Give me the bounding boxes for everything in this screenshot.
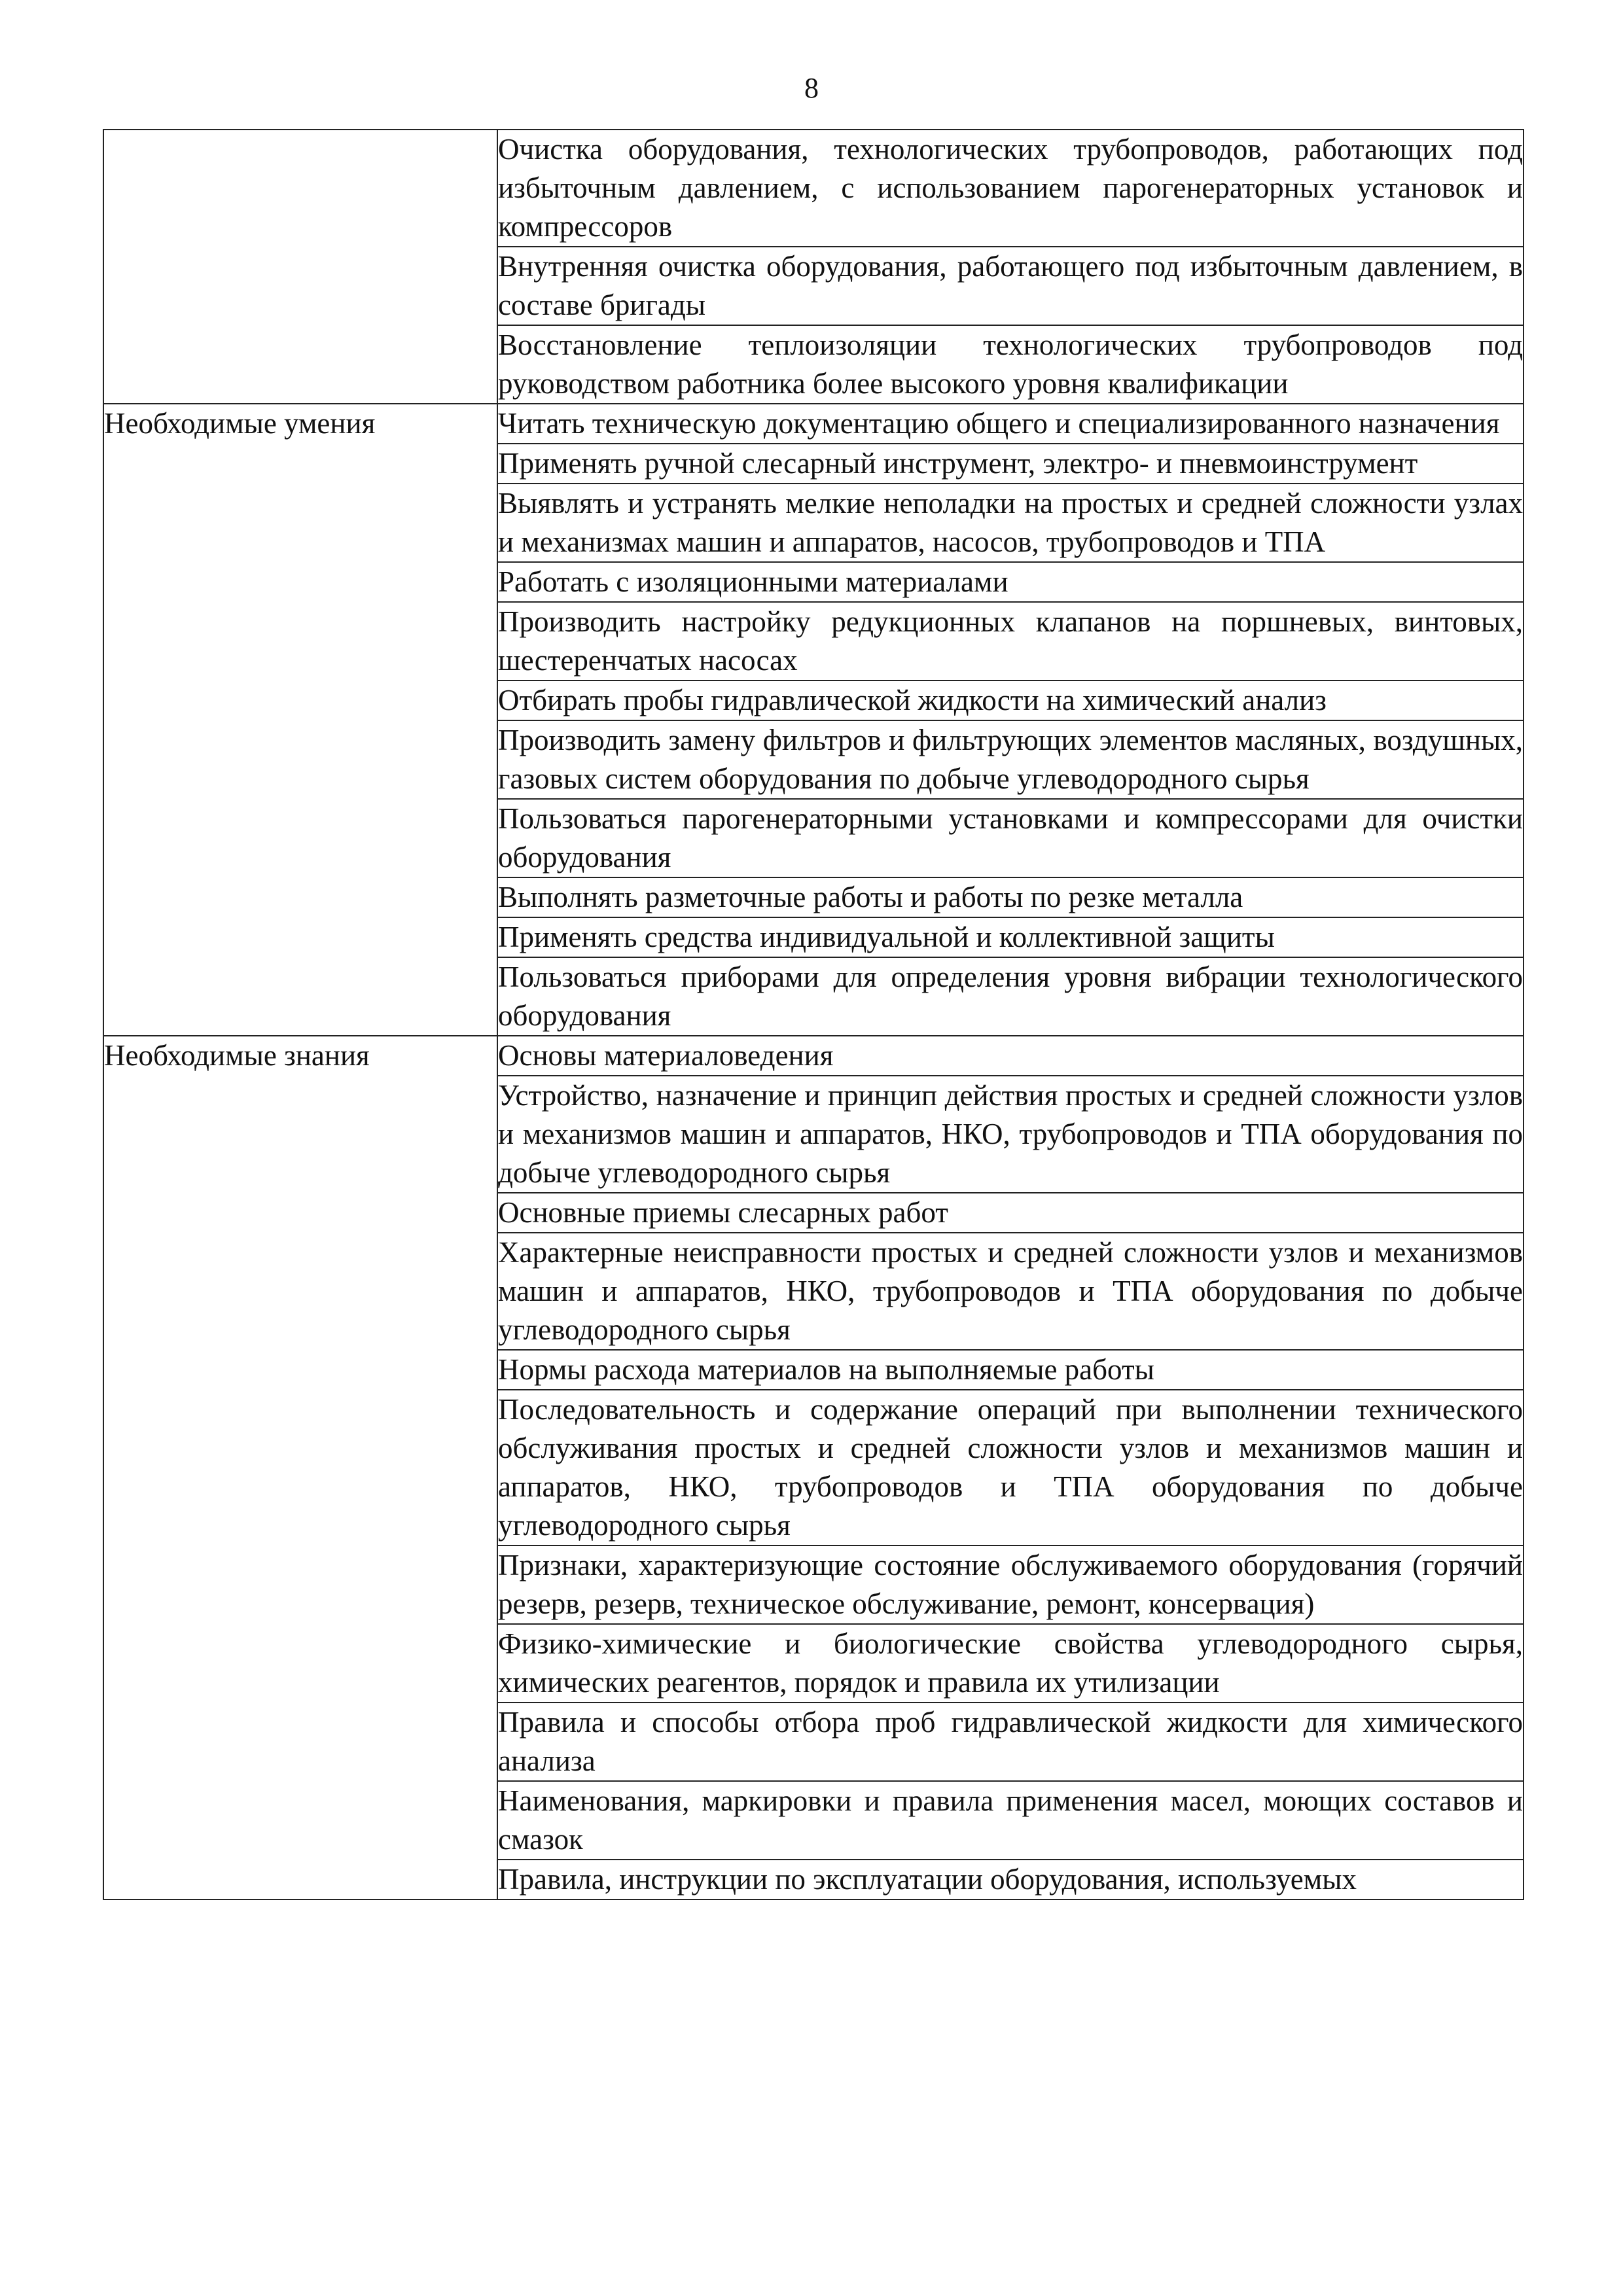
requirement-cell — [497, 877, 1524, 917]
table-row — [103, 404, 1524, 444]
requirement-cell — [497, 1390, 1524, 1545]
requirement-cell — [497, 917, 1524, 957]
requirement-cell — [497, 130, 1524, 247]
requirement-cell — [497, 1624, 1524, 1703]
requirement-cell — [497, 957, 1524, 1036]
requirement-text: Внутренняя очистка оборудования, работающего под избыточным давлением, в составе бригады — [498, 250, 1523, 321]
requirement-cell — [497, 484, 1524, 562]
requirement-cell — [497, 325, 1524, 404]
group-label — [103, 130, 497, 404]
requirement-cell — [497, 1076, 1524, 1193]
requirement-text: Пользоваться парогенераторными установками и компрессорами для очистки оборудования — [498, 802, 1523, 874]
requirement-text: Отбирать пробы гидравлической жидкости на химический анализ — [498, 684, 1327, 716]
requirement-cell — [497, 1860, 1524, 1899]
requirement-cell — [497, 1233, 1524, 1350]
requirement-cell — [497, 680, 1524, 720]
requirement-cell — [497, 247, 1524, 325]
requirement-text: Нормы расхода материалов на выполняемые работы — [498, 1353, 1154, 1386]
requirement-cell — [497, 1781, 1524, 1860]
requirement-text: Правила и способы отбора проб гидравлической жидкости для химического анализа — [498, 1706, 1523, 1777]
requirement-text: Выполнять разметочные работы и работы по резке металла — [498, 881, 1243, 913]
requirement-text: Физико-химические и биологические свойства углеводородного сырья, химических реагентов, порядок и правила их утилизации — [498, 1627, 1523, 1699]
requirement-text: Признаки, характеризующие состояние обслуживаемого оборудования (горячий резерв, резерв, техническое обслуживание, ремонт, консервация) — [498, 1549, 1523, 1620]
group-label: Необходимые знания — [103, 1036, 497, 1899]
requirement-cell — [497, 1545, 1524, 1624]
requirement-text: Правила, инструкции по эксплуатации оборудования, используемых — [498, 1863, 1357, 1896]
requirement-text: Последовательность и содержание операций при выполнении технического обслуживания простых и средней сложности узлов и механизмов машин и аппаратов, НКО, трубопроводов и ТПА оборудования по добыче углеводородного сырья — [498, 1393, 1523, 1542]
requirement-text: Выявлять и устранять мелкие неполадки на простых и средней сложности узлах и механизмах машин и аппаратов, насосов, трубопроводов и ТПА — [498, 487, 1523, 558]
requirement-text: Работать с изоляционными материалами — [498, 565, 1008, 598]
requirement-cell — [497, 444, 1524, 484]
requirement-text: Пользоваться приборами для определения уровня вибрации технологического оборудования — [498, 961, 1523, 1032]
requirement-cell — [497, 1036, 1524, 1076]
requirement-text: Читать техническую документацию общего и специализированного назначения — [498, 407, 1500, 440]
requirement-text: Основные приемы слесарных работ — [498, 1196, 948, 1229]
requirement-text: Устройство, назначение и принцип действия простых и средней сложности узлов и механизмов машин и аппаратов, НКО, трубопроводов и ТПА оборудования по добыче углеводородного сырья — [498, 1079, 1523, 1189]
requirement-cell — [497, 562, 1524, 602]
requirements-table — [103, 129, 1524, 1900]
group-label: Необходимые умения — [103, 404, 497, 1036]
requirement-text: Характерные неисправности простых и средней сложности узлов и механизмов машин и аппаратов, НКО, трубопроводов и ТПА оборудования по добыче углеводородного сырья — [498, 1236, 1523, 1346]
requirement-text: Производить замену фильтров и фильтрующих элементов масляных, воздушных, газовых систем оборудования по добыче углеводородного сырья — [498, 724, 1523, 795]
table-row — [103, 130, 1524, 247]
requirement-cell — [497, 602, 1524, 680]
requirement-cell — [497, 1350, 1524, 1390]
requirement-cell — [497, 1193, 1524, 1233]
requirement-cell — [497, 1703, 1524, 1781]
requirement-text: Наименования, маркировки и правила применения масел, моющих составов и смазок — [498, 1784, 1523, 1856]
requirement-text: Производить настройку редукционных клапанов на поршневых, винтовых, шестеренчатых насосах — [498, 605, 1523, 677]
requirement-cell — [497, 404, 1524, 444]
requirement-text: Применять средства индивидуальной и коллективной защиты — [498, 921, 1275, 953]
requirement-cell — [497, 799, 1524, 877]
requirement-cell — [497, 720, 1524, 799]
page-number: 8 — [804, 72, 819, 104]
requirement-text: Очистка оборудования, технологических трубопроводов, работающих под избыточным давлением, с использованием парогенераторных установок и компрессоров — [498, 133, 1523, 243]
requirement-text: Основы материаловедения — [498, 1039, 834, 1072]
requirement-text: Восстановление теплоизоляции технологических трубопроводов под руководством работника более высокого уровня квалификации — [498, 328, 1523, 400]
table-row — [103, 1036, 1524, 1076]
requirement-text: Применять ручной слесарный инструмент, электро- и пневмоинструмент — [498, 447, 1418, 480]
